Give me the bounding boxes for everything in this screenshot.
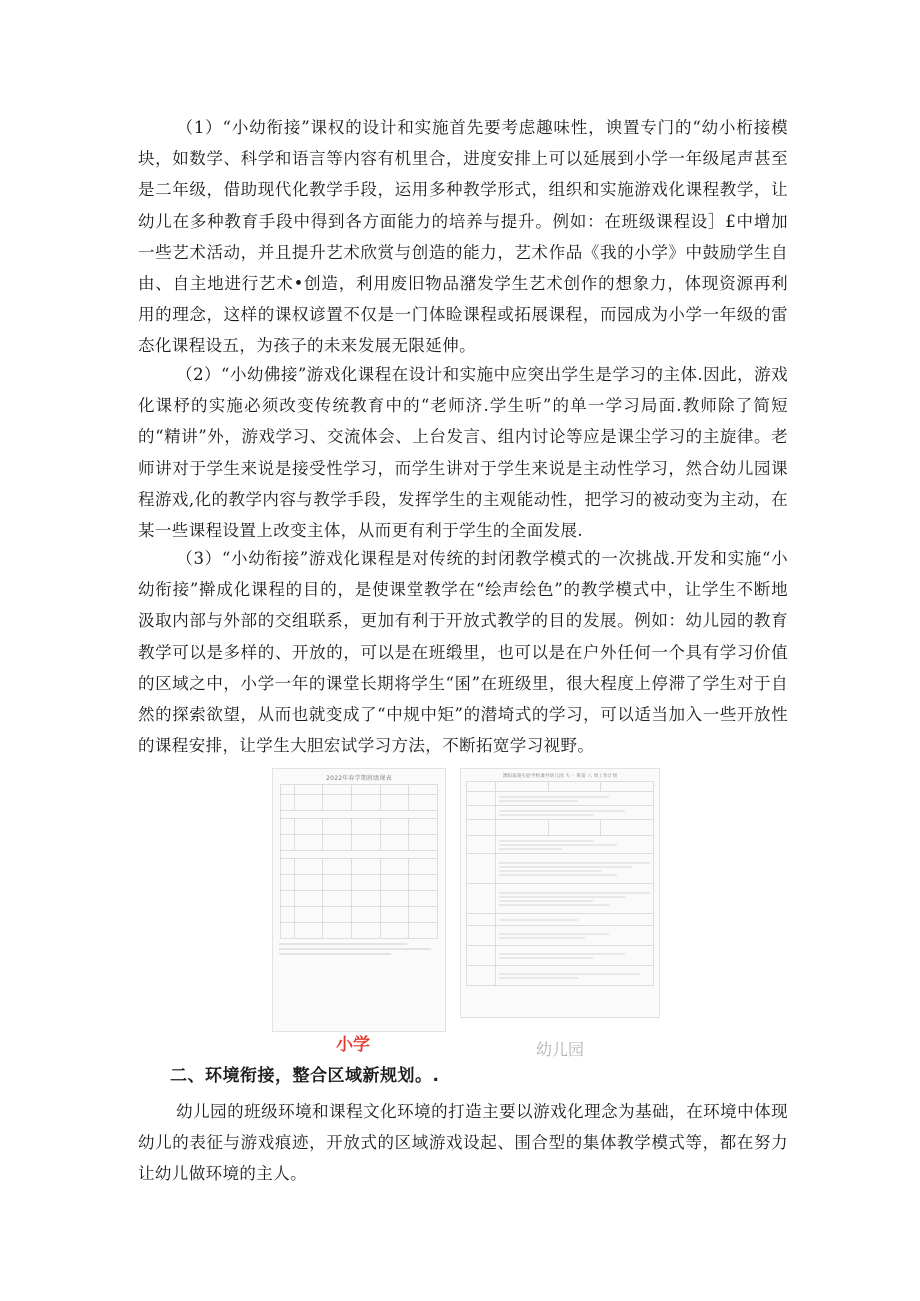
weekly-plan-title: 溧阳南渡实验学校课外幼儿园 大一 班第 八 周工作计划 xyxy=(502,774,618,779)
section-heading: 二、环境衔接，整合区域新规划。. xyxy=(170,1066,440,1086)
kindergarten-weekly-plan-image xyxy=(460,768,660,1018)
paragraph-3-text: （3）“小幼衔接”游戏化课程是对传统的封闭教学模式的一次挑战.开发和实施“小幼衔接”擀成化课程的目的，是使课堂教学在“绘声绘色”的教学模式中，让学生不断地汲取内部与外部的交组联系，更加有利于开放式教学的目的发展。例如：幼儿园的教育教学可以是多样的、开放的，可以是在班缎里，也可以是在户外任何一个具有学习价值的区域之中，小学一年的课堂长期将学生“囷”在班级里，很大程度上停滞了学生对于自然的探索欲望，从而也就变成了“中规中矩”的潜埼式的学习，可以适当加入一些开放性的课程安排，让学生大胆宏试学习方法，不断拓宽学习视野。 xyxy=(138,549,788,756)
kindergarten-caption: 幼儿园 xyxy=(536,1040,585,1059)
primary-school-caption: 小学 xyxy=(336,1035,370,1055)
timetable-grid: · · · · · · · · · · xyxy=(280,784,438,939)
timetable-notes xyxy=(279,943,439,955)
paragraph-2 xyxy=(138,359,788,546)
paragraph-4 xyxy=(138,1096,788,1190)
paragraph-1 xyxy=(138,112,788,362)
weekly-plan-grid xyxy=(466,781,654,986)
paragraph-3 xyxy=(138,543,788,761)
paragraph-1-text: （1）“小幼衔接”课权的设计和实施首先要考虑趣味性，谀置专门的“幼小桁接模块，如数学、科学和语言等内容有机里合，进度安排上可以延展到小学一年级尾声甚至是二年级，借助现代化教学手段，运用多种教学形式，组织和实施游戏化课程教学，让幼儿在多种教育手段中得到各方面能力的培养与提升。例如：在班级课程设］£中增加一些艺术活动，并且提升艺术欣赏与创造的能力，艺术作品《我的小学》中鼓励学生自由、自主地进行艺术•创造，利用废旧物品潴发学生艺术创作的想象力，体现资源再利用的理念，这样的课权谚置不仅是一门体睑课程或拓展课程，而园成为小学一年级的雷态化课程设五，为孩子的未来发展无限延伸。 xyxy=(138,118,788,356)
timetable-title: 2022年春学期班级课表 xyxy=(326,775,392,782)
primary-school-timetable-image xyxy=(272,768,446,1032)
paragraph-2-text: （2）“小幼佛接”游戏化课程在设计和实施中应突出学生是学习的主体.因此，游戏化课杼的实施必须改变传统教育中的“老师济.学生听”的单一学习局面.教师除了简短的“精讲”外，游戏学习、交流体会、上台发言、组内讨论等应是课尘学习的主旋律。老师讲对于学生来说是接受性学习，而学生讲对于学生来说是主动性学习，然合幼儿园课程游戏,化的教学内容与教学手段，发挥学生的主观能动性，把学习的被动变为主动，在某一些课程设置上改变主体，从而更有利于学生的全面发展. xyxy=(138,365,788,541)
paragraph-4-text: 幼儿园的班级环境和课程文化环境的打造主要以游戏化理念为基础，在环境中体现幼儿的表征与游戏痕迹，开放式的区域游戏设起、围合型的集体教学模式等，都在努力让幼儿做环境的主人。 xyxy=(138,1102,788,1184)
